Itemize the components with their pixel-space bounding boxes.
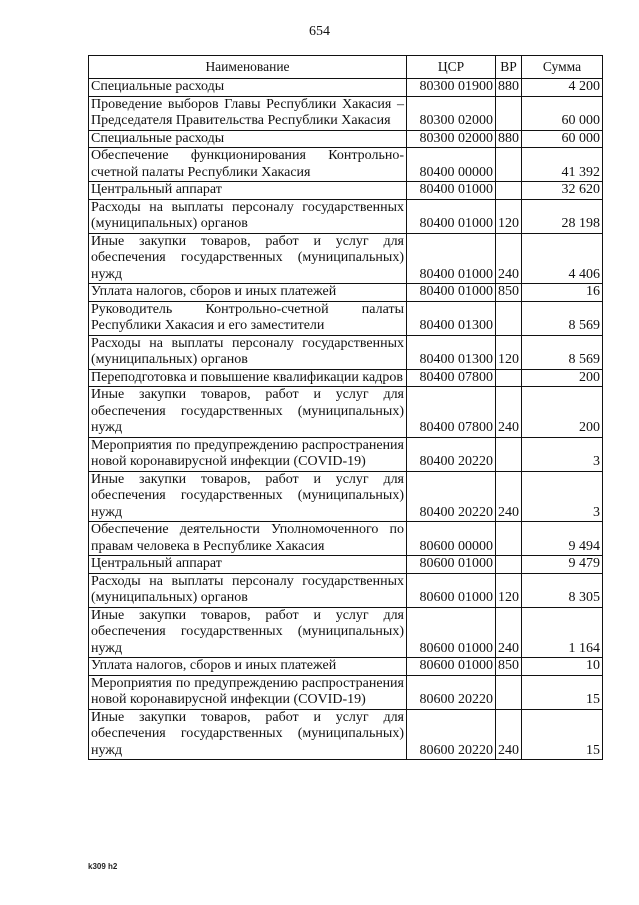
table-row [89,675,603,709]
cell-name: Проведение выборов Главы Республики Хакасия – Председателя Правительства Республики Хакасия [89,96,407,130]
cell-sum: 41 392 [522,148,603,182]
budget-table [88,55,603,760]
cell-csr: 80600 01000 [407,607,496,658]
cell-name: Расходы на выплаты персоналу государственных (муниципальных) органов [89,335,407,369]
table-row [89,301,603,335]
table-row [89,79,603,97]
cell-csr: 80400 01000 [407,199,496,233]
cell-csr: 80600 20220 [407,675,496,709]
cell-name: Расходы на выплаты персоналу государственных (муниципальных) органов [89,573,407,607]
cell-sum: 3 [522,471,603,522]
cell-sum: 8 569 [522,335,603,369]
page-number: 654 [309,24,330,39]
cell-vr [496,522,522,556]
cell-vr [496,182,522,200]
table-row [89,471,603,522]
cell-csr: 80400 01300 [407,335,496,369]
cell-name: Обеспечение функционирования Контрольно-счетной палаты Республики Хакасия [89,148,407,182]
cell-sum: 32 620 [522,182,603,200]
cell-name: Мероприятия по предупреждению распространения новой коронавирусной инфекции (COVID-19) [89,675,407,709]
table-row [89,182,603,200]
cell-name: Уплата налогов, сборов и иных платежей [89,658,407,676]
cell-sum: 9 479 [522,556,603,574]
cell-csr: 80300 02000 [407,96,496,130]
table-row [89,233,603,284]
cell-sum: 4 200 [522,79,603,97]
cell-csr: 80400 01000 [407,182,496,200]
table-row [89,96,603,130]
cell-vr: 880 [496,130,522,148]
cell-sum: 16 [522,284,603,302]
table-header-row [89,56,603,79]
cell-vr: 120 [496,199,522,233]
cell-csr: 80400 07800 [407,369,496,387]
table-row [89,387,603,438]
cell-vr [496,437,522,471]
cell-sum: 60 000 [522,130,603,148]
cell-name: Иные закупки товаров, работ и услуг для обеспечения государственных (муниципальных) нужд [89,387,407,438]
cell-vr: 850 [496,658,522,676]
cell-name: Обеспечение деятельности Уполномоченного по правам человека в Республике Хакасия [89,522,407,556]
table-row [89,335,603,369]
cell-name: Переподготовка и повышение квалификации кадров [89,369,407,387]
cell-vr [496,148,522,182]
cell-sum: 200 [522,369,603,387]
cell-vr [496,369,522,387]
cell-vr: 240 [496,709,522,760]
cell-vr: 240 [496,607,522,658]
cell-vr [496,556,522,574]
cell-name: Мероприятия по предупреждению распространения новой коронавирусной инфекции (COVID-19) [89,437,407,471]
header-name: Наименование [89,56,407,79]
cell-vr: 240 [496,387,522,438]
cell-csr: 80400 01300 [407,301,496,335]
cell-csr: 80600 01000 [407,556,496,574]
cell-sum: 15 [522,675,603,709]
cell-sum: 200 [522,387,603,438]
cell-sum: 60 000 [522,96,603,130]
cell-sum: 9 494 [522,522,603,556]
cell-name: Уплата налогов, сборов и иных платежей [89,284,407,302]
table-row [89,199,603,233]
cell-name: Руководитель Контрольно-счетной палаты Республики Хакасия и его заместители [89,301,407,335]
cell-sum: 15 [522,709,603,760]
cell-vr [496,675,522,709]
table-row [89,709,603,760]
cell-csr: 80400 00000 [407,148,496,182]
table-row [89,130,603,148]
cell-sum: 3 [522,437,603,471]
header-csr: ЦСР [407,56,496,79]
cell-csr: 80300 01900 [407,79,496,97]
table-row [89,148,603,182]
cell-name: Иные закупки товаров, работ и услуг для обеспечения государственных (муниципальных) нужд [89,233,407,284]
cell-csr: 80400 01000 [407,233,496,284]
cell-csr: 80600 01000 [407,658,496,676]
cell-vr [496,301,522,335]
table-row [89,437,603,471]
cell-sum: 28 198 [522,199,603,233]
header-sum: Сумма [522,56,603,79]
header-vr: ВР [496,56,522,79]
cell-vr [496,96,522,130]
table-row [89,284,603,302]
footer-code: k309 h2 [88,862,118,871]
cell-vr: 850 [496,284,522,302]
cell-name: Расходы на выплаты персоналу государственных (муниципальных) органов [89,199,407,233]
cell-sum: 8 305 [522,573,603,607]
cell-name: Центральный аппарат [89,556,407,574]
cell-vr: 120 [496,573,522,607]
cell-csr: 80400 20220 [407,437,496,471]
table-row [89,369,603,387]
cell-csr: 80400 20220 [407,471,496,522]
cell-sum: 4 406 [522,233,603,284]
cell-csr: 80400 07800 [407,387,496,438]
cell-name: Иные закупки товаров, работ и услуг для обеспечения государственных (муниципальных) нужд [89,607,407,658]
cell-csr: 80400 01000 [407,284,496,302]
cell-sum: 1 164 [522,607,603,658]
cell-csr: 80600 20220 [407,709,496,760]
table-row [89,573,603,607]
table-row [89,522,603,556]
cell-name: Специальные расходы [89,130,407,148]
cell-csr: 80600 00000 [407,522,496,556]
cell-name: Иные закупки товаров, работ и услуг для обеспечения государственных (муниципальных) нужд [89,709,407,760]
table-row [89,658,603,676]
table-row [89,607,603,658]
cell-vr: 240 [496,471,522,522]
cell-name: Специальные расходы [89,79,407,97]
table-row [89,556,603,574]
cell-csr: 80300 02000 [407,130,496,148]
cell-vr: 240 [496,233,522,284]
cell-sum: 10 [522,658,603,676]
cell-name: Иные закупки товаров, работ и услуг для обеспечения государственных (муниципальных) нужд [89,471,407,522]
cell-sum: 8 569 [522,301,603,335]
cell-vr: 880 [496,79,522,97]
cell-vr: 120 [496,335,522,369]
cell-name: Центральный аппарат [89,182,407,200]
cell-csr: 80600 01000 [407,573,496,607]
